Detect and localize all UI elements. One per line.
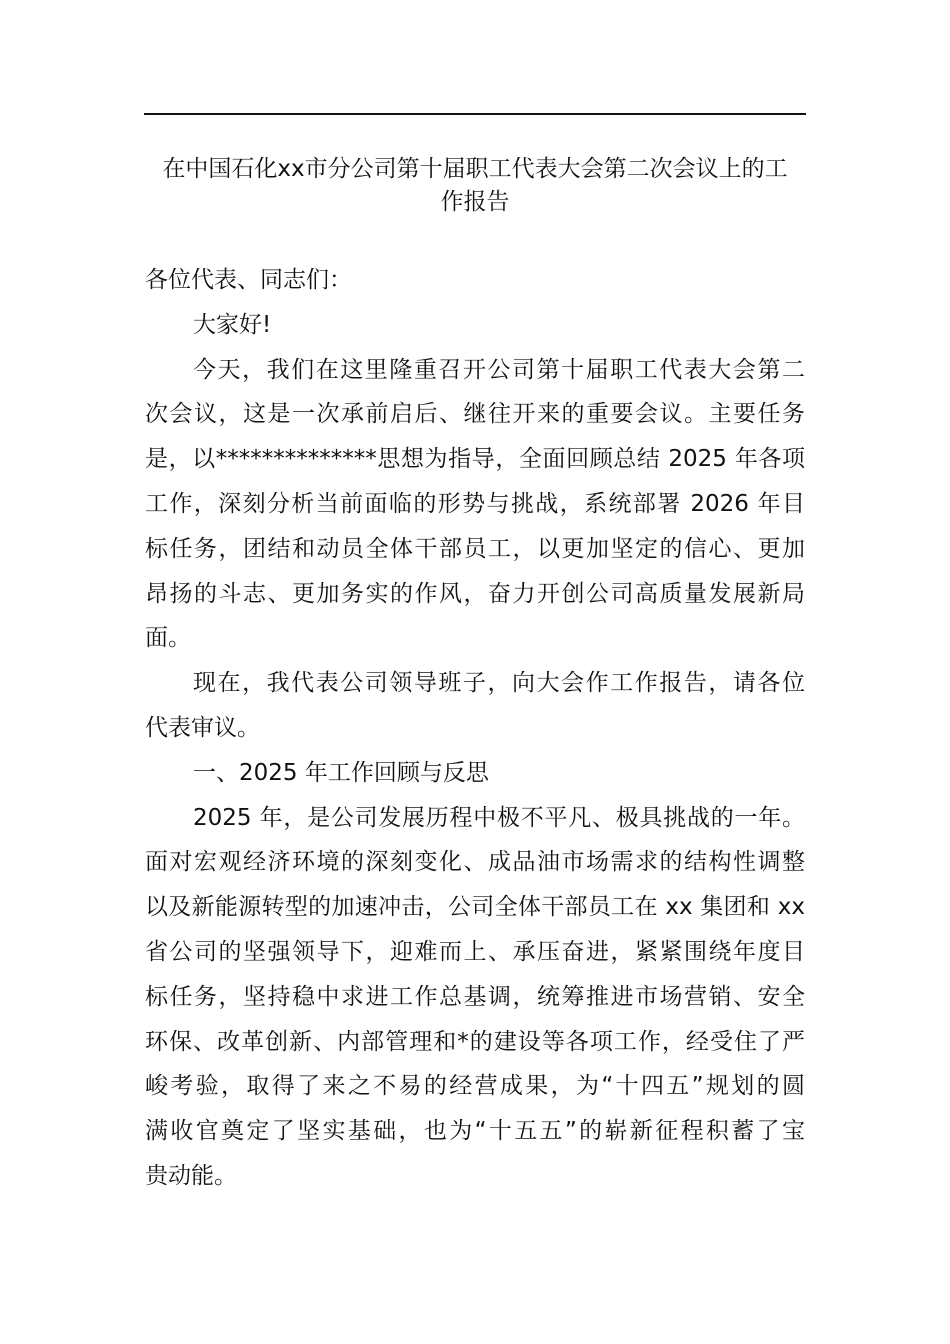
hello: 大家好! xyxy=(193,311,272,338)
text-line: 面对宏观经济环境的深刻变化、成品油市场需求的结构性调整 xyxy=(145,849,805,876)
text-line: 是，以**************思想为指导，全面回顾总结 2025 年各项 xyxy=(145,446,805,473)
text-line: 以及新能源转型的加速冲击，公司全体干部员工在 xx 集团和 xx xyxy=(145,894,805,921)
text-line: 环保、改革创新、内部管理和*的建设等各项工作，经受住了严 xyxy=(145,1028,805,1055)
paragraph-1 xyxy=(145,348,805,662)
document-body xyxy=(145,258,805,1199)
text-line: 贵动能。 xyxy=(145,1162,237,1189)
paragraph-2 xyxy=(145,661,805,751)
text-line: 面。 xyxy=(145,625,191,652)
section-heading: 一、2025 年工作回顾与反思 xyxy=(193,759,489,786)
paragraph-3 xyxy=(145,796,805,1199)
text-line: 今天，我们在这里隆重召开公司第十届职工代表大会第二 xyxy=(193,356,805,383)
text-line: 2025 年，是公司发展历程中极不平凡、极具挑战的一年。 xyxy=(193,804,805,831)
text-line: 现在，我代表公司领导班子，向大会作工作报告，请各位 xyxy=(193,670,805,697)
text-line: 标任务，团结和动员全体干部员工，以更加坚定的信心、更加 xyxy=(145,535,805,562)
text-line: 次会议，这是一次承前启后、继往开来的重要会议。主要任务 xyxy=(145,401,805,428)
title-line: 作报告 xyxy=(440,189,510,215)
greeting: 各位代表、同志们： xyxy=(145,267,352,293)
text-line: 省公司的坚强领导下，迎难而上、承压奋进，紧紧围绕年度目 xyxy=(145,938,805,965)
header-rule xyxy=(144,113,806,115)
title-line: 在中国石化xx市分公司第十届职工代表大会第二次会议上的工 xyxy=(162,156,788,182)
text-line: 标任务，坚持稳中求进工作总基调，统筹推进市场营销、安全 xyxy=(145,983,805,1010)
text-line: 满收官奠定了坚实基础，也为“十五五”的崭新征程积蓄了宝 xyxy=(145,1118,805,1145)
text-line: 代表审议。 xyxy=(145,714,260,741)
document-title xyxy=(144,153,806,219)
text-line: 昂扬的斗志、更加务实的作风，奋力开创公司高质量发展新局 xyxy=(145,580,805,607)
text-line: 工作，深刻分析当前面临的形势与挑战，系统部署 2026 年目 xyxy=(145,490,805,517)
text-line: 峻考验，取得了来之不易的经营成果，为“十四五”规划的圆 xyxy=(145,1073,805,1100)
